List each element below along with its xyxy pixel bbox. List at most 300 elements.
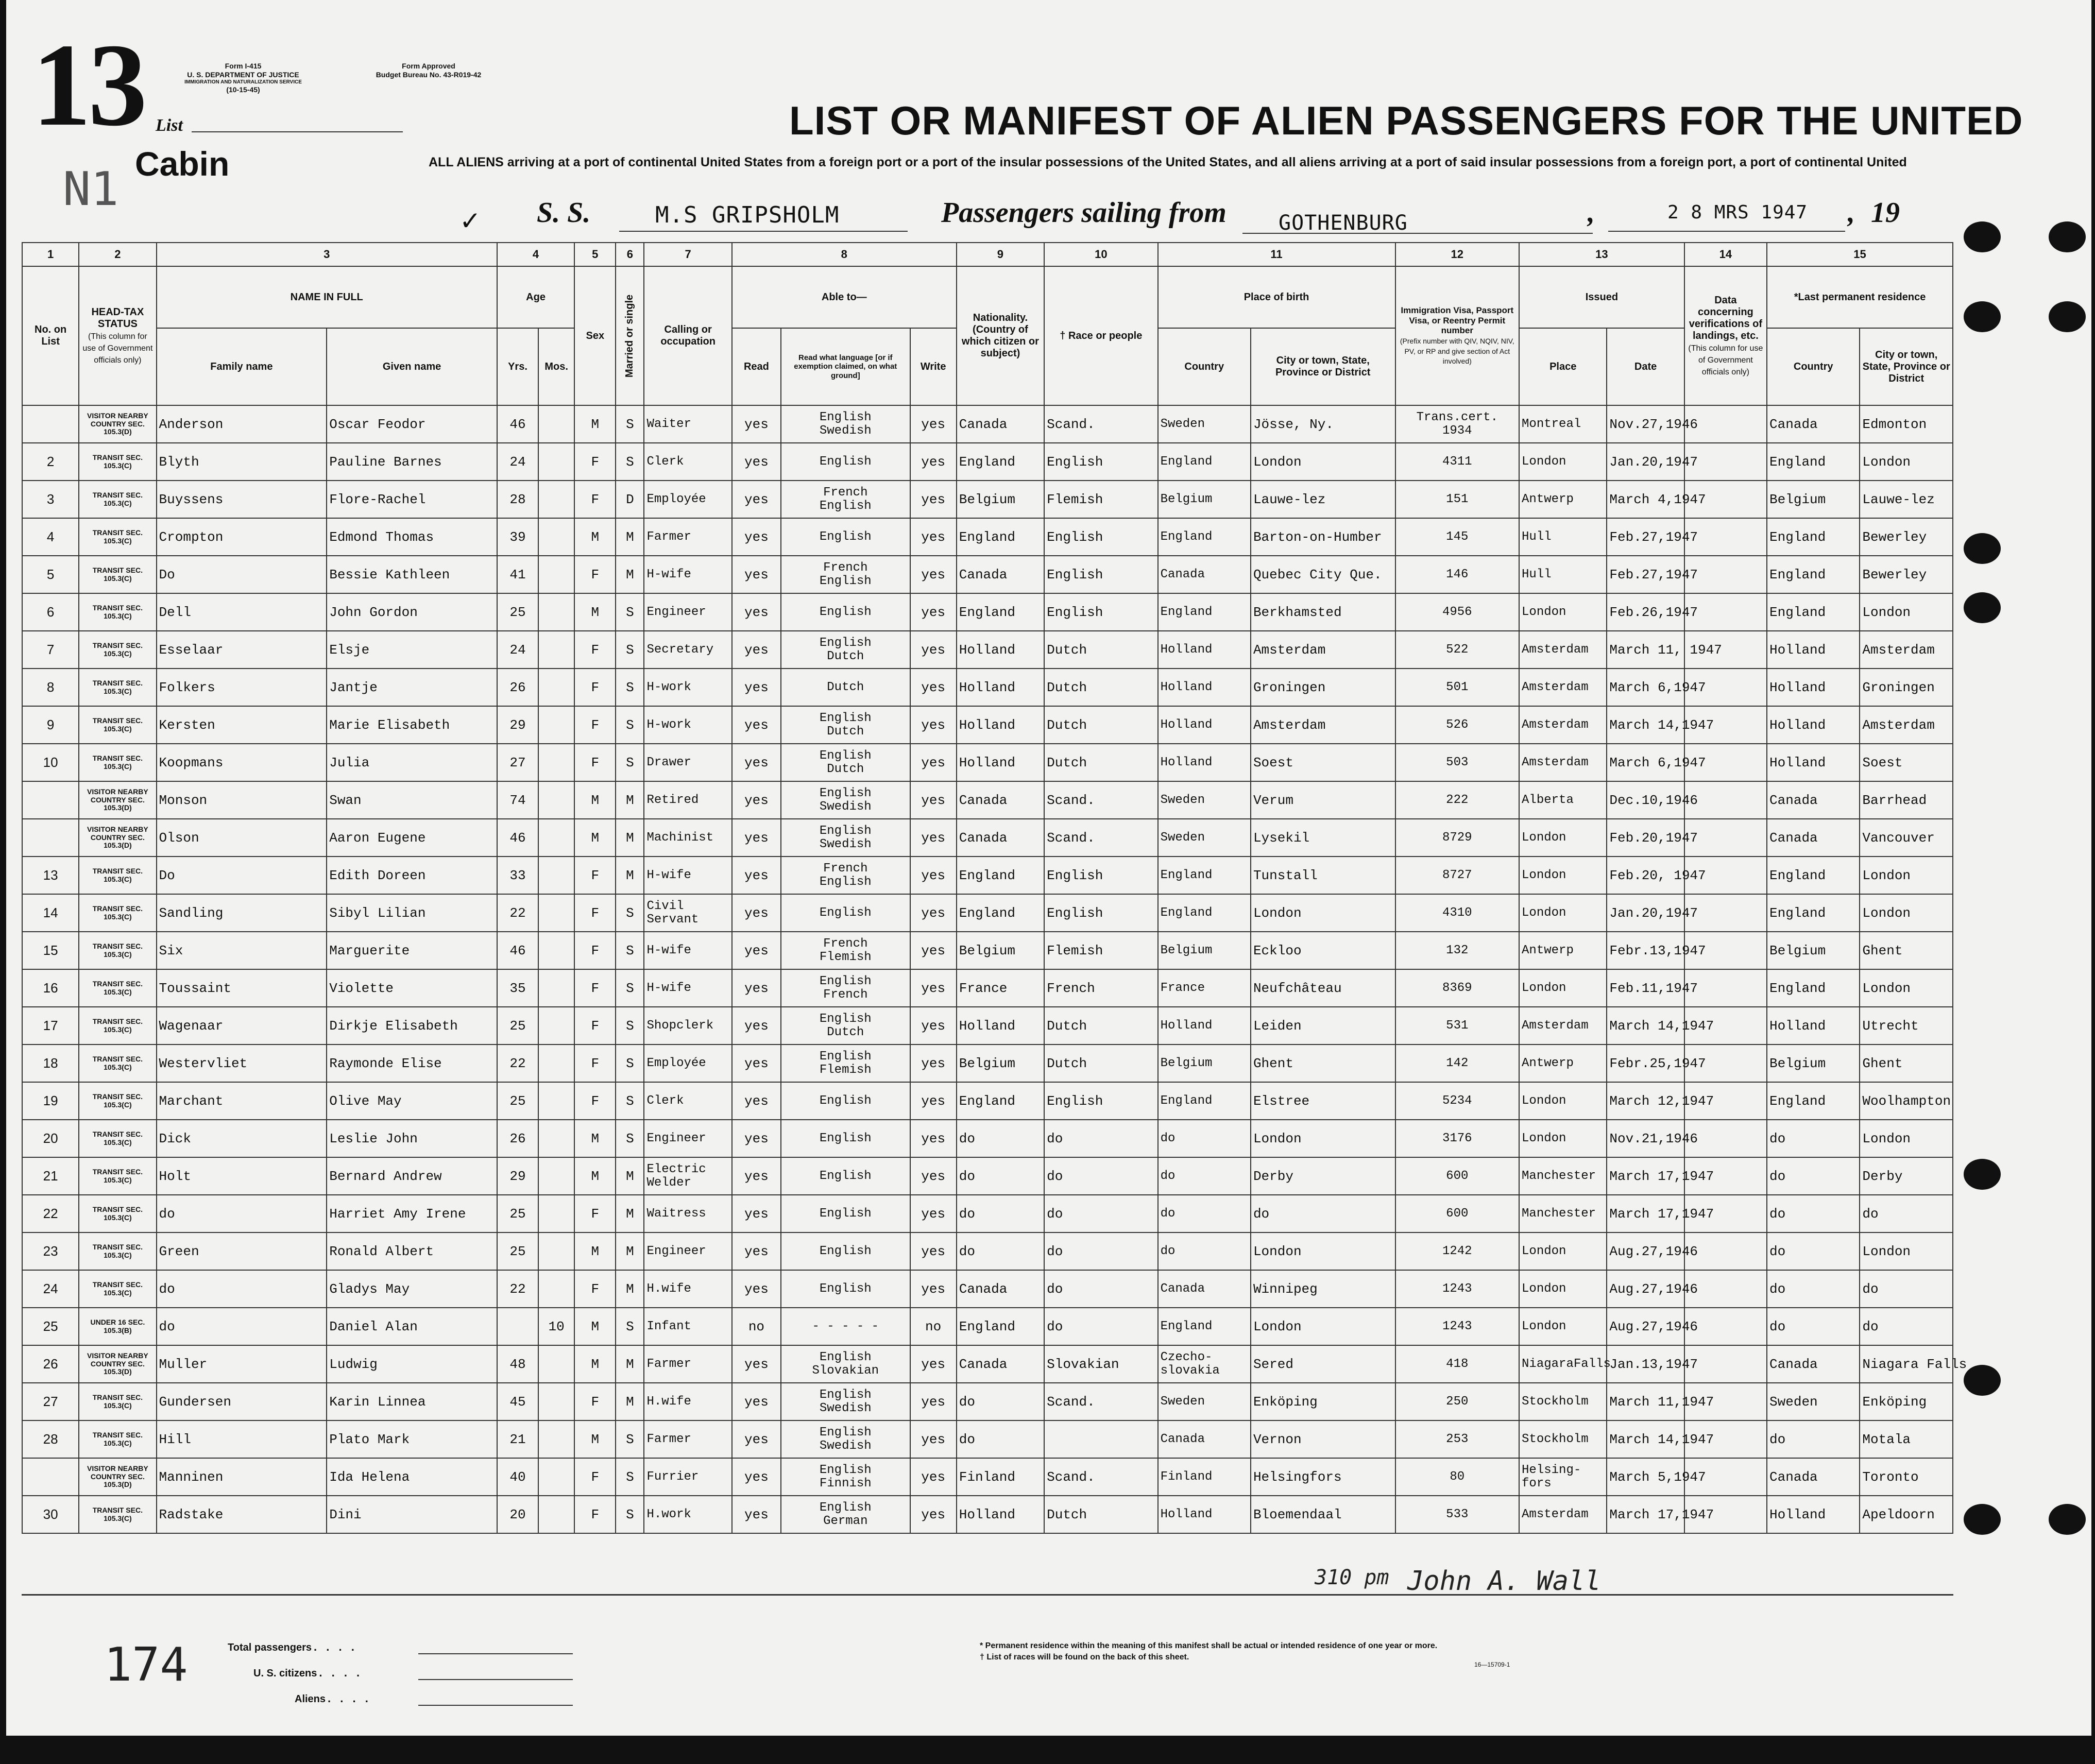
nationality: Canada [957,1345,1044,1383]
table-row [22,1120,1953,1157]
given-name: Elsje [327,631,497,669]
table-row [22,1496,1953,1533]
sex: M [574,1345,616,1383]
can-read: yes [732,894,781,932]
residence-country: Holland [1767,706,1860,744]
table-row [22,819,1953,857]
visa-number: 4311 [1395,443,1520,481]
approval-info: Form Approved Budget Bureau No. 43-R019-42 [376,62,482,79]
age-months [538,1420,574,1458]
visa-number: 533 [1395,1496,1520,1533]
can-read: yes [732,1157,781,1195]
head-tax-status: TRANSIT SEC. 105.3(C) [79,1232,156,1270]
family-name: Gundersen [157,1383,327,1420]
age-years: 25 [497,593,538,631]
age-years: 46 [497,819,538,857]
residence-country: Holland [1767,1496,1860,1533]
occupation: Shopclerk [644,1007,731,1044]
languages: English [781,1082,910,1120]
nationality: Holland [957,631,1044,669]
issued-date: Nov.27,1946 [1607,405,1684,443]
passenger-number: 30 [22,1496,79,1533]
sex: F [574,1044,616,1082]
passenger-number: 20 [22,1120,79,1157]
birth-city: Berkhamsted [1251,593,1395,631]
family-name: Dell [157,593,327,631]
issued-place: Manchester [1519,1195,1607,1232]
languages: English Flemish [781,1044,910,1082]
passenger-number: 8 [22,669,79,706]
marital-status: S [616,1007,644,1044]
marital-status: S [616,706,644,744]
given-name: Julia [327,744,497,781]
manifest-sheet: 13 Form I-415 U. S. DEPARTMENT OF JUSTICE IMMIGRATION AND NATURALIZATION SERVICE (10-15-45) Form Approved Budget Bureau No. 43-R019-42 List Cabin N1 LIST OR MANIFEST OF ALIEN PASSENGERS FOR THE UNITED ALL ALIENS arriving at a port of continental United States from a foreign port or a port of the insular possessions of the United States, and all aliens arriving at a port of said insular possessions from a foreign port, a port of continental United ✓ S. S. M.S GRIPSHOLM Passengers sailing from GOTHENBURG , 2 8 MRS 1947 , 19 1 2 3 4 5 6 7 8 9 10 11 12 13 14 15 No. on List HEAD-TAX STATUS (This column for use of Government officials only) NAME IN FULL Age Sex Married or single Calling or occupation Able to— Nationality. (Country of which citizen or subject) † Race or people Place of birth Immigration Visa, Passport Visa, or Reentry Permit number (Prefix number with QIV, NQIV, NIV, PV, or RP and give section of Act involved) Issued Data concerning verifications of landings, etc. (This column for use of Government officials only) *Last permanent residence Family name Given name Yrs. Mos. Read Read what language [or if exemption claimed, on what ground] Write Country City or town, State, Province or District Place Date Country City or town, State, Province or District VISITOR NEARBY COUNTRY SEC. 105.3(D) Anderson Oscar Feodor 46 M S Waiter yes English Swedish yes Canada Scand. Sweden Jösse, Ny. Trans.cert. 1934 Montreal Nov.27,1946 Canada Edmonton 2 TRANSIT SEC. 105.3(C) Blyth Pauline Barnes 24 F S Clerk yes English yes England English England London 4311 London Jan.20,1947 England London 3 TRANSIT SEC. 105.3(C) Buyssens Flore-Rachel 28 F D Employée yes French English yes Belgium Flemish Belgium Lauwe-lez 151 Antwerp March 4,1947 Belgium Lauwe-lez 4 TRANSIT SEC. 105.3(C) Crompton Edmond Thomas 39 M M Farmer yes English yes England English England Barton-on-Humber 145 Hull Feb.27,1947 England Bewerley 5 TRANSIT SEC. 105.3(C) Do Bessie Kathleen 41 F M H-wife yes French English yes Canada English Canada Quebec City Que. 146 Hull Feb.27,1947 England Bewerley 6 TRANSIT SEC. 105.3(C) Dell John Gordon 25 M S Engineer yes English yes England English England Berkhamsted 4956 London Feb.26,1947 England London 7 TRANSIT SEC. 105.3(C) Esselaar Elsje 24 F S Secretary yes English Dutch yes Holland Dutch Holland Amsterdam 522 Amsterdam March 11, 1947 Holland Amsterdam 8 TRANSIT SEC. 105.3(C) Folkers Jantje 26 F S H-work yes Dutch yes Holland Dutch Holland Groningen 501 Amsterdam March 6,1947 Holland Groningen 9 TRANSIT SEC. 105.3(C) Kersten Marie Elisabeth 29 F S H-work yes English Dutch yes Holland Dutch Holland Amsterdam 526 Amsterdam March 14,1947 Holland Amsterdam 10 TRANSIT SEC. 105.3(C) Koopmans Julia 27 F S Drawer yes English Dutch yes Holland Dutch Holland Soest 503 Amsterdam March 6,1947 Holland Soest VISITOR NEARBY COUNTRY SEC. 105.3(D) Monson Swan 74 M M Retired yes English Swedish yes Canada Scand. Sweden Verum 222 Alberta Dec.10,1946 Canada Barrhead VISITOR NEARBY COUNTRY SEC. 105.3(D) Olson Aaron Eugene 46 M M Machinist yes English Swedish yes Canada Scand. Sweden Lysekil 8729 London Feb.20,1947 Canada Vancouver 13 TRANSIT SEC. 105.3(C) Do Edith Doreen 33 F M H-wife yes French English yes England English England Tunstall 8727 London Feb.20, 1947 England London 14 TRANSIT SEC. 105.3(C) Sandling Sibyl Lilian 22 F S Civil Servant yes English yes England English England London 4310 London Jan.20,1947 England London 15 TRANSIT SEC. 105.3(C) Six Marguerite 46 F S H-wife yes French Flemish yes Belgium Flemish Belgium Eckloo 132 Antwerp Febr.13,1947 Belgium Ghent 16 TRANSIT SEC. 105.3(C) Toussaint Violette 35 F S H-wife yes English French yes France French France Neufchâteau 8369 London Feb.11,1947 England London 17 TRANSIT SEC. 105.3(C) Wagenaar Dirkje Elisabeth 25 F S Shopclerk yes English Dutch yes Holland Dutch Holland Leiden 531 Amsterdam March 14,1947 Holland Utrecht 18 TRANSIT SEC. 105.3(C) Westervliet Raymonde Elise 22 F S Employée yes English Flemish yes Belgium Dutch Belgium Ghent 142 Antwerp Febr.25,1947 Belgium Ghent 19 TRANSIT SEC. 105.3(C) Marchant Olive May 25 F S Clerk yes English yes England English England Elstree 5234 London March 12,1947 England Woolhampton 20 TRANSIT SEC. 105.3(C) Dick Leslie John 26 M S Engineer yes English yes do do do London 3176 London Nov.21,1946 do London 21 TRANSIT SEC. 105.3(C) Holt Bernard Andrew 29 M M Electric Welder yes English yes do do do Derby 600 Manchester March 17,1947 do Derby 22 TRANSIT SEC. 105.3(C) do Harriet Amy Irene 25 F M Waitress yes English yes do do do do 600 Manchester March 17,1947 do do 23 TRANSIT SEC. 105.3(C) Green Ronald Albert 25 M M Engineer yes English yes do do do London 1242 London Aug.27,1946 do London 24 TRANSIT SEC. 105.3(C) do Gladys May 22 F M H.wife yes English yes Canada do Canada Winnipeg 1243 London Aug.27,1946 do do 25 UNDER 16 SEC. 105.3(B) do Daniel Alan 10 M S Infant no - - - - - no England do England London 1243 London Aug.27,1946 do do 26 VISITOR NEARBY COUNTRY SEC. 105.3(D) Muller Ludwig 48 M M Farmer yes English Slovakian yes Canada Slovakian Czecho- slovakia Sered 418 NiagaraFalls Jan.13,1947 Canada Niagara Falls 27 TRANSIT SEC. 105.3(C) Gundersen Karin Linnea 45 F M H.wife yes English Swedish yes do Scand. Sweden Enköping 250 Stockholm March 11,1947 Sweden Enköping 28 TRANSIT SEC. 105.3(C) Hill Plato Mark 21 M S Farmer yes English Swedish yes do Canada Vernon 253 Stockholm March 14,1947 do Motala VISITOR NEARBY COUNTRY SEC. 105.3(D) Manninen Ida Helena 40 F S Furrier yes English Finnish yes Finland Scand. Finland Helsingfors 80 Helsing- fors March 5,1947 Canada Toronto 30 TRANSIT SEC. 105.3(C) Radstake Dini 20 F S H.work yes English German yes Holland Dutch Holland Bloemendaal 533 Amsterdam March 17,1947 Holland Apeldoorn 310 pm John A. Wall 174 Total passengers . . . . U. S. citizens . . . . Aliens . . . . * Permanent residence within the meaning of this manifest shall be actual or intended residence of one year or more. † List of races will be found on the back of this sheet. 16—15709-1 [6,0,2091,1736]
issued-date: Feb.20, 1947 [1607,857,1684,894]
sex: M [574,405,616,443]
can-read: yes [732,1232,781,1270]
sex: M [574,518,616,556]
issued-date: Feb.27,1947 [1607,556,1684,593]
family-name: Crompton [157,518,327,556]
issued-place: Stockholm [1519,1420,1607,1458]
race: Scand. [1044,781,1157,819]
occupation: Waitress [644,1195,731,1232]
family-name: Esselaar [157,631,327,669]
age-years: 21 [497,1420,538,1458]
birth-city: Verum [1251,781,1395,819]
age-years: 40 [497,1458,538,1496]
list-label: List [156,116,183,135]
nationality: England [957,443,1044,481]
manifest-table [22,242,1967,1534]
residence-country: do [1767,1270,1860,1308]
family-name: do [157,1270,327,1308]
age-months [538,744,574,781]
issued-place: Amsterdam [1519,669,1607,706]
residence-country: Canada [1767,781,1860,819]
can-write: yes [910,405,957,443]
issued-date: Jan.20,1947 [1607,894,1684,932]
age-months [538,556,574,593]
family-name: Six [157,932,327,969]
age-years: 24 [497,631,538,669]
birth-country: do [1158,1157,1251,1195]
residence-city: Vancouver [1860,819,1953,857]
age-months [538,1232,574,1270]
passenger-number: 17 [22,1007,79,1044]
total-passengers-line: Total passengers . . . . [228,1640,357,1653]
form-code: 16—15709-1 [1474,1661,1510,1668]
nationality: Belgium [957,1044,1044,1082]
marital-status: S [616,1308,644,1345]
head-tax-status: TRANSIT SEC. 105.3(C) [79,593,156,631]
cabin-stamp: Cabin [135,145,230,183]
us-citizens-line: U. S. citizens . . . . [253,1666,363,1679]
head-tax-status: TRANSIT SEC. 105.3(C) [79,1420,156,1458]
no-on-list-header: No. on List [22,266,79,405]
residence-city: do [1860,1270,1953,1308]
nationality: Holland [957,669,1044,706]
birth-country: Finland [1158,1458,1251,1496]
age-months: 10 [538,1308,574,1345]
marital-status: M [616,857,644,894]
passenger-number: 15 [22,932,79,969]
passenger-number: 4 [22,518,79,556]
residence-city: Edmonton [1860,405,1953,443]
table-row [22,518,1953,556]
can-write: yes [910,932,957,969]
age-months [538,1082,574,1120]
can-write: no [910,1308,957,1345]
table-row [22,1007,1953,1044]
passenger-number: 14 [22,894,79,932]
issued-date-header: Date [1607,328,1684,405]
can-write: yes [910,1420,957,1458]
marital-status: M [616,781,644,819]
nationality: do [957,1383,1044,1420]
age-months [538,481,574,518]
head-tax-status: TRANSIT SEC. 105.3(C) [79,969,156,1007]
issued-date: Dec.10,1946 [1607,781,1684,819]
issued-date: March 17,1947 [1607,1195,1684,1232]
languages: English [781,443,910,481]
family-name: Radstake [157,1496,327,1533]
issued-date: Feb.26,1947 [1607,593,1684,631]
occupation: Farmer [644,1420,731,1458]
birth-city: Amsterdam [1251,706,1395,744]
race: Dutch [1044,1044,1157,1082]
age-months [538,1157,574,1195]
marital-status: D [616,481,644,518]
head-tax-status: TRANSIT SEC. 105.3(C) [79,1383,156,1420]
age-years: 39 [497,518,538,556]
languages: French Flemish [781,932,910,969]
birth-city: Helsingfors [1251,1458,1395,1496]
passenger-number: 24 [22,1270,79,1308]
table-row [22,1308,1953,1345]
languages: English [781,1232,910,1270]
occupation: Engineer [644,593,731,631]
head-tax-status: TRANSIT SEC. 105.3(C) [79,669,156,706]
languages: English Dutch [781,631,910,669]
birth-country: Holland [1158,1007,1251,1044]
given-name: Edmond Thomas [327,518,497,556]
sex: F [574,631,616,669]
sex: M [574,1420,616,1458]
given-name: Karin Linnea [327,1383,497,1420]
age-months [538,1120,574,1157]
nationality: Canada [957,781,1044,819]
visa-number: 503 [1395,744,1520,781]
family-name: Folkers [157,669,327,706]
family-name: Blyth [157,443,327,481]
can-write: yes [910,1082,957,1120]
nationality: England [957,894,1044,932]
issued-place: Alberta [1519,781,1607,819]
issued-place: Antwerp [1519,1044,1607,1082]
can-read: yes [732,518,781,556]
occupation: Farmer [644,518,731,556]
nationality: Finland [957,1458,1044,1496]
birth-country: England [1158,593,1251,631]
occupation: Employée [644,481,731,518]
race: do [1044,1157,1157,1195]
year-label: 19 [1871,197,1900,229]
residence-country: Belgium [1767,1044,1860,1082]
age-years: 26 [497,1120,538,1157]
birth-city: Neufchâteau [1251,969,1395,1007]
head-tax-status: TRANSIT SEC. 105.3(C) [79,706,156,744]
passenger-number: 26 [22,1345,79,1383]
age-years: 25 [497,1007,538,1044]
age-months [538,443,574,481]
marital-status: S [616,1082,644,1120]
calling-header: Calling or occupation [644,266,731,405]
can-write: yes [910,631,957,669]
given-name: Dini [327,1496,497,1533]
last-residence-header: *Last permanent residence [1767,266,1953,328]
list-underline [192,131,403,132]
passenger-number: 23 [22,1232,79,1270]
age-years: 22 [497,894,538,932]
marital-status: S [616,932,644,969]
passenger-number: 16 [22,969,79,1007]
race: English [1044,518,1157,556]
birth-city: Tunstall [1251,857,1395,894]
marital-status: S [616,1420,644,1458]
age-years: 74 [497,781,538,819]
languages: English Finnish [781,1458,910,1496]
marital-status: S [616,443,644,481]
can-read: yes [732,706,781,744]
visa-number: 8369 [1395,969,1520,1007]
visa-number: 526 [1395,706,1520,744]
marital-status: M [616,1157,644,1195]
can-write: yes [910,894,957,932]
occupation: Farmer [644,1345,731,1383]
head-tax-status: TRANSIT SEC. 105.3(C) [79,518,156,556]
checkmark: ✓ [459,207,481,235]
issued-date: March 6,1947 [1607,744,1684,781]
residence-city: Bewerley [1860,518,1953,556]
age-years: 25 [497,1082,538,1120]
age-years: 33 [497,857,538,894]
head-tax-status: VISITOR NEARBY COUNTRY SEC. 105.3(D) [79,1458,156,1496]
can-read: yes [732,443,781,481]
occupation: Infant [644,1308,731,1345]
residence-country: Holland [1767,1007,1860,1044]
sex: M [574,1157,616,1195]
birth-city: Eckloo [1251,932,1395,969]
given-name: Leslie John [327,1120,497,1157]
issued-place: Amsterdam [1519,706,1607,744]
issued-date: Feb.20,1947 [1607,819,1684,857]
table-row [22,1044,1953,1082]
can-read: no [732,1308,781,1345]
occupation: Waiter [644,405,731,443]
binder-hole [1964,301,2001,332]
residence-city: do [1860,1308,1953,1345]
sex: F [574,706,616,744]
birth-country: Canada [1158,556,1251,593]
marital-status: S [616,1044,644,1082]
residence-city: Derby [1860,1157,1953,1195]
nationality: do [957,1157,1044,1195]
race: Dutch [1044,669,1157,706]
occupation: Furrier [644,1458,731,1496]
nationality: England [957,1082,1044,1120]
issued-date: Jan.20,1947 [1607,443,1684,481]
can-read: yes [732,481,781,518]
can-read: yes [732,819,781,857]
nationality: Holland [957,744,1044,781]
can-read: yes [732,1345,781,1383]
sex: M [574,1120,616,1157]
passenger-number: 9 [22,706,79,744]
sex: F [574,1082,616,1120]
birth-city: Winnipeg [1251,1270,1395,1308]
age-months [538,781,574,819]
visa-number: 600 [1395,1157,1520,1195]
residence-country: do [1767,1232,1860,1270]
can-write: yes [910,819,957,857]
birth-country: do [1158,1120,1251,1157]
occupation: Retired [644,781,731,819]
head-tax-status: TRANSIT SEC. 105.3(C) [79,1496,156,1533]
residence-country: Holland [1767,669,1860,706]
birth-city: London [1251,1232,1395,1270]
can-read: yes [732,1007,781,1044]
sex: M [574,1308,616,1345]
can-read: yes [732,857,781,894]
nationality: Holland [957,1496,1044,1533]
can-write: yes [910,518,957,556]
family-name-header: Family name [157,328,327,405]
marital-status: M [616,1195,644,1232]
occupation: H-work [644,706,731,744]
age-months [538,593,574,631]
family-name: Manninen [157,1458,327,1496]
head-tax-status: TRANSIT SEC. 105.3(C) [79,1044,156,1082]
birth-country: Holland [1158,669,1251,706]
passenger-number [22,819,79,857]
given-name: Bernard Andrew [327,1157,497,1195]
write-header: Write [910,328,957,405]
married-header: Married or single [616,266,644,405]
head-tax-status: TRANSIT SEC. 105.3(C) [79,1157,156,1195]
race: Flemish [1044,481,1157,518]
issued-place: Helsing- fors [1519,1458,1607,1496]
nationality: do [957,1420,1044,1458]
column-header-row-1 [22,266,1953,328]
languages: English Swedish [781,781,910,819]
age-years: 25 [497,1195,538,1232]
can-write: yes [910,1044,957,1082]
binder-hole [2049,301,2086,332]
sex: F [574,1496,616,1533]
given-name: John Gordon [327,593,497,631]
table-row [22,1345,1953,1383]
visa-number: 501 [1395,669,1520,706]
given-name: Dirkje Elisabeth [327,1007,497,1044]
sex: F [574,1458,616,1496]
head-tax-status: TRANSIT SEC. 105.3(C) [79,894,156,932]
head-tax-status: TRANSIT SEC. 105.3(C) [79,556,156,593]
visa-number: 5234 [1395,1082,1520,1120]
sex: F [574,857,616,894]
can-write: yes [910,1345,957,1383]
passenger-number: 10 [22,744,79,781]
can-read: yes [732,1270,781,1308]
residence-city: London [1860,593,1953,631]
residence-country: Canada [1767,405,1860,443]
passenger-number: 6 [22,593,79,631]
sex: F [574,443,616,481]
birth-country: Sweden [1158,1383,1251,1420]
issued-date: Aug.27,1946 [1607,1308,1684,1345]
occupation: Drawer [644,744,731,781]
residence-country: England [1767,894,1860,932]
residence-country: England [1767,969,1860,1007]
age-years: 22 [497,1270,538,1308]
issued-date: Aug.27,1946 [1607,1232,1684,1270]
passenger-number [22,781,79,819]
issued-date: March 4,1947 [1607,481,1684,518]
ship-name: M.S GRIPSHOLM [655,202,840,228]
can-read: yes [732,1120,781,1157]
birth-city: London [1251,443,1395,481]
age-months [538,1458,574,1496]
languages: English Swedish [781,819,910,857]
birth-country: do [1158,1195,1251,1232]
issued-header: Issued [1519,266,1684,328]
race: English [1044,857,1157,894]
given-name: Ronald Albert [327,1232,497,1270]
head-tax-status: TRANSIT SEC. 105.3(C) [79,1007,156,1044]
ss-label: S. S. [537,197,591,229]
residence-country: Sweden [1767,1383,1860,1420]
can-write: yes [910,969,957,1007]
age-years: 46 [497,405,538,443]
family-name: Marchant [157,1082,327,1120]
issued-date: March 5,1947 [1607,1458,1684,1496]
issued-place: Amsterdam [1519,1496,1607,1533]
can-write: yes [910,556,957,593]
issued-place: Amsterdam [1519,744,1607,781]
name-in-full-header: NAME IN FULL [157,266,497,328]
can-write: yes [910,443,957,481]
age-months [538,1195,574,1232]
birth-city: Enköping [1251,1383,1395,1420]
passenger-number: 22 [22,1195,79,1232]
issued-date: March 6,1947 [1607,669,1684,706]
sex: F [574,669,616,706]
table-row [22,894,1953,932]
visa-number: 250 [1395,1383,1520,1420]
place-of-birth-header: Place of birth [1158,266,1395,328]
occupation: Employée [644,1044,731,1082]
race: Flemish [1044,932,1157,969]
residence-city: Soest [1860,744,1953,781]
can-read: yes [732,405,781,443]
residence-city: Barrhead [1860,781,1953,819]
race: Slovakian [1044,1345,1157,1383]
head-tax-status: UNDER 16 SEC. 105.3(B) [79,1308,156,1345]
ship-underline [619,231,908,232]
occupation: H-wife [644,932,731,969]
binder-hole [1964,533,2001,564]
head-tax-status: TRANSIT SEC. 105.3(C) [79,443,156,481]
